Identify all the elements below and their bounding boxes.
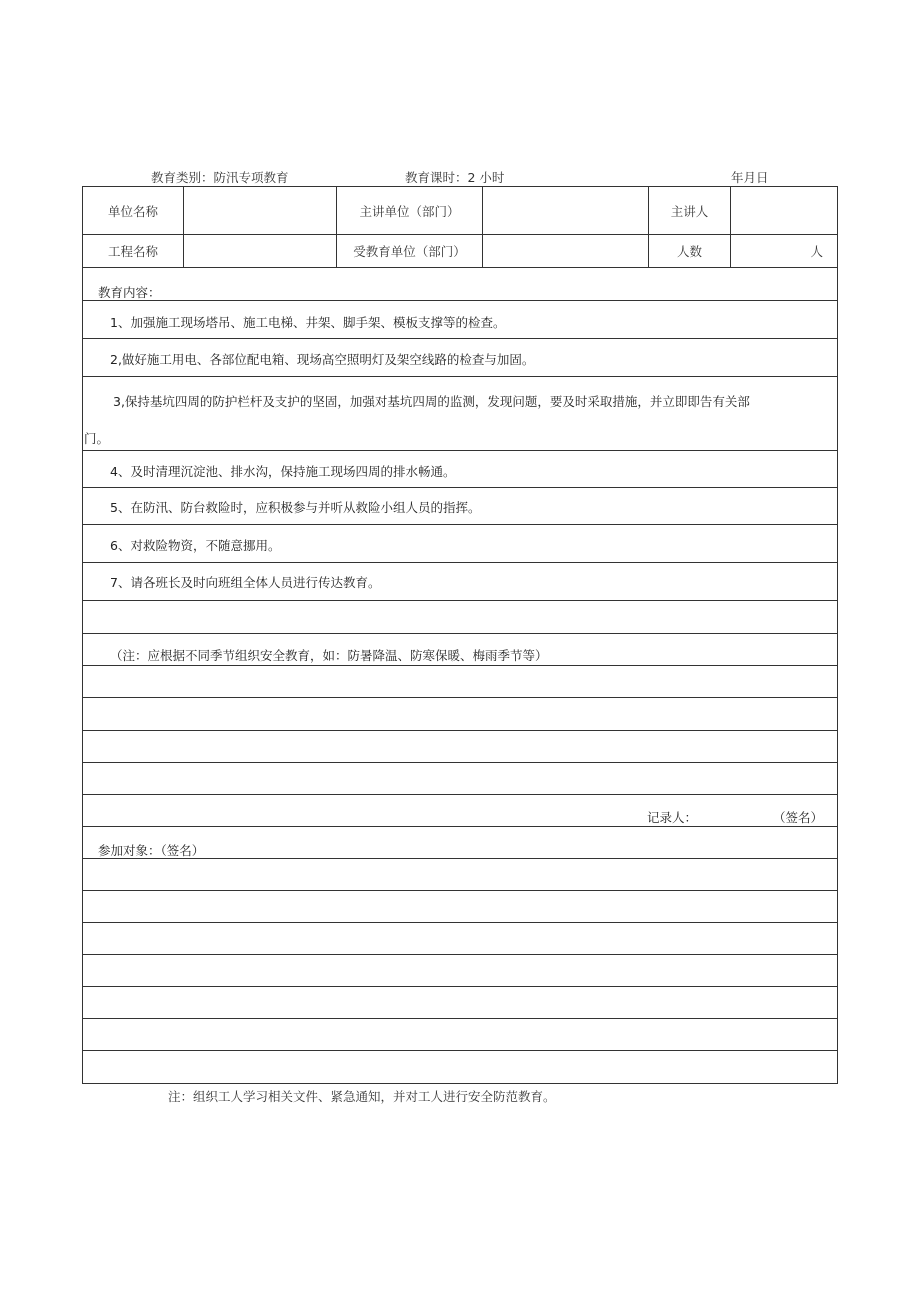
unit-name-value[interactable] [184, 187, 337, 234]
education-record-form [82, 186, 838, 1084]
content-item [83, 525, 837, 563]
education-hours: 教育课时：2 小时 [405, 170, 505, 185]
recorder-row [83, 795, 837, 827]
content-item-7: 7、请各班长及时向班组全体人员进行传达教育。 [110, 575, 381, 590]
info-row-1 [83, 187, 837, 235]
signature-row[interactable] [83, 1019, 837, 1051]
content-item [83, 563, 837, 601]
blank-row [83, 698, 837, 731]
content-item-4: 4、及时清理沉淀池、排水沟，保持施工现场四周的排水畅通。 [110, 464, 456, 479]
project-name-label: 工程名称 [83, 235, 184, 267]
signature-row[interactable] [83, 859, 837, 891]
signature-row[interactable] [83, 987, 837, 1019]
lecture-unit-value[interactable] [483, 187, 649, 234]
lecture-unit-label: 主讲单位（部门） [337, 187, 483, 234]
content-item [83, 301, 837, 339]
blank-row [83, 601, 837, 634]
content-item-3-cont: 门。 [84, 431, 110, 446]
recorder-label: 记录人： [647, 810, 698, 825]
participants-row [83, 827, 837, 859]
signature-row[interactable] [83, 955, 837, 987]
content-heading-row [83, 268, 837, 301]
content-heading: 教育内容： [98, 285, 161, 300]
signature-row[interactable] [83, 923, 837, 955]
content-item-3: 3,保持基坑四周的防护栏杆及支护的坚固，加强对基坑四周的监测，发现问题，要及时采取措施，并立即即告有关部 [113, 394, 750, 409]
education-type: 教育类别：防汛专项教育 [151, 170, 289, 185]
participants-label: 参加对象：（签名） [98, 843, 205, 858]
footer-note: 注：组织工人学习相关文件、紧急通知，并对工人进行安全防范教育。 [168, 1089, 556, 1104]
season-note-row [83, 634, 837, 666]
date-field: 年月日 [731, 170, 769, 185]
unit-name-label: 单位名称 [83, 187, 184, 234]
season-note: （注：应根据不同季节组织安全教育，如：防暑降温、防寒保暖、梅雨季节等） [110, 648, 548, 663]
trainee-unit-value[interactable] [483, 235, 649, 267]
count-value[interactable]: 人 [810, 244, 823, 259]
content-item [83, 377, 837, 451]
recorder-sign[interactable]: （签名） [773, 810, 824, 825]
content-item-1: 1、加强施工现场塔吊、施工电梯、井架、脚手架、模板支撑等的检查。 [110, 315, 506, 330]
trainee-unit-label: 受教育单位（部门） [337, 235, 483, 267]
info-row-2 [83, 235, 837, 268]
blank-row [83, 763, 837, 795]
blank-row [83, 731, 837, 763]
content-item [83, 451, 837, 488]
content-item-5: 5、在防汛、防台救险时，应积极参与并听从救险小组人员的指挥。 [110, 500, 481, 515]
blank-row [83, 666, 837, 698]
content-item [83, 339, 837, 377]
signature-row[interactable] [83, 1051, 837, 1083]
content-item-6: 6、对救险物资，不随意挪用。 [110, 538, 281, 553]
project-name-value[interactable] [184, 235, 337, 267]
lecturer-value[interactable] [731, 187, 837, 234]
content-item-2: 2,做好施工用电、各部位配电箱、现场高空照明灯及架空线路的检查与加固。 [110, 352, 535, 367]
signature-row[interactable] [83, 891, 837, 923]
lecturer-label: 主讲人 [649, 187, 731, 234]
count-label: 人数 [649, 235, 731, 267]
content-item [83, 488, 837, 525]
